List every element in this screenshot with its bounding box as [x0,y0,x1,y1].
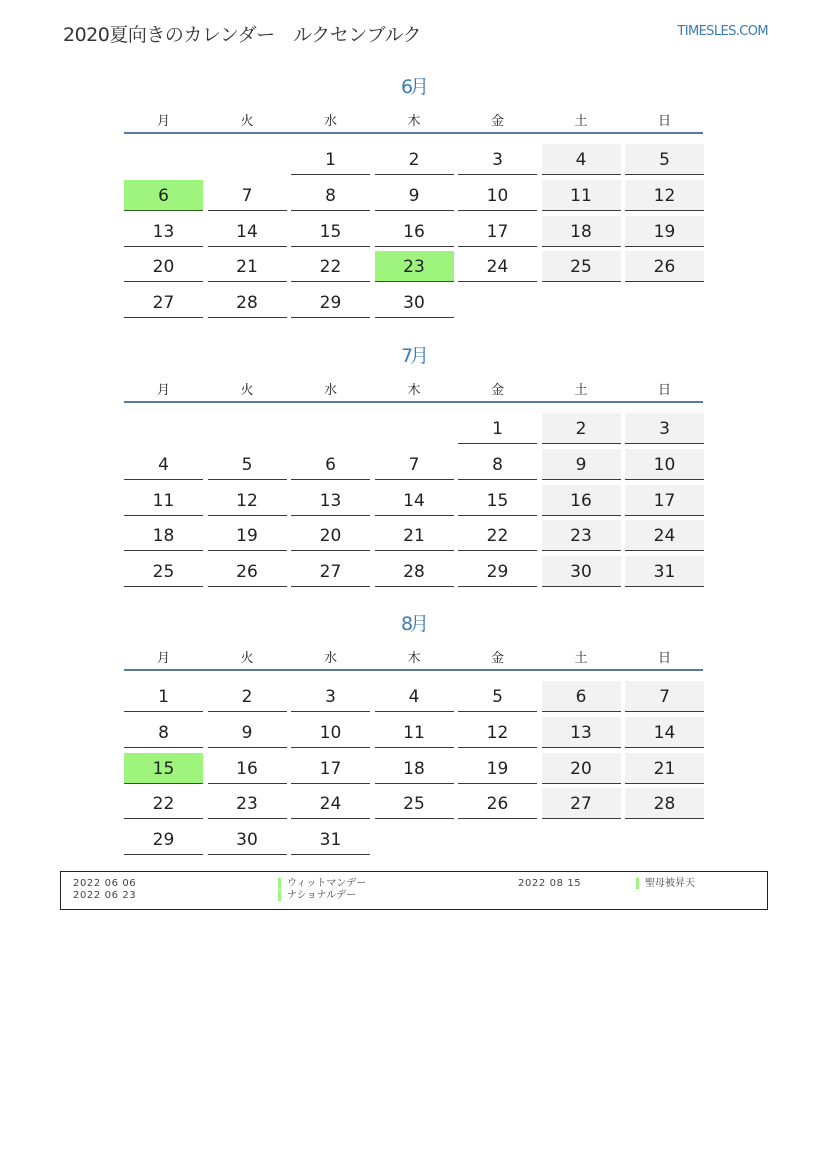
day-cell[interactable]: 17 [458,216,537,247]
weekday-label: 木 [407,383,421,398]
legend-date: 2022 08 15 [518,878,582,889]
day-cell[interactable]: 17 [625,485,704,516]
day-cell[interactable]: 14 [375,485,454,516]
day-cell[interactable]: 14 [208,216,287,247]
day-cell[interactable]: 5 [625,144,704,175]
day-cell[interactable]: 2 [542,413,621,444]
weekday-label: 土 [574,651,588,666]
weekday-label: 日 [657,114,671,129]
day-cell[interactable]: 23 [208,788,287,819]
day-cell[interactable]: 26 [458,788,537,819]
legend-date: 2022 06 06 [73,878,137,889]
weekday-label: 木 [407,651,421,666]
day-cell[interactable]: 4 [375,681,454,712]
weekday-header [124,379,703,398]
weekday-label: 水 [323,651,337,666]
day-cell[interactable]: 10 [625,449,704,480]
day-cell[interactable]: 9 [208,717,287,748]
day-cell[interactable]: 29 [291,287,370,318]
day-cell[interactable]: 31 [291,824,370,855]
day-cell[interactable]: 12 [208,485,287,516]
header-rule [124,401,703,403]
month-block [124,609,703,859]
day-cell[interactable]: 13 [291,485,370,516]
legend-holiday-name: 聖母被昇天 [636,878,695,889]
day-cell[interactable]: 22 [291,251,370,282]
day-cell[interactable]: 30 [208,824,287,855]
day-cell[interactable]: 29 [124,824,203,855]
day-cell[interactable]: 16 [375,216,454,247]
day-cell[interactable]: 5 [458,681,537,712]
day-cell[interactable]: 24 [291,788,370,819]
weekday-label: 火 [240,383,254,398]
day-cell[interactable]: 21 [625,753,704,784]
weekday-label: 火 [240,651,254,666]
day-cell[interactable]: 3 [458,144,537,175]
month-title: 8月 [400,613,427,635]
day-cell[interactable]: 26 [625,251,704,282]
day-cell[interactable]: 9 [375,180,454,211]
day-cell[interactable]: 30 [542,556,621,587]
day-cell[interactable]: 24 [625,520,704,551]
day-cell[interactable]: 30 [375,287,454,318]
day-cell[interactable]: 6 [291,449,370,480]
day-cell[interactable]: 9 [542,449,621,480]
day-cell[interactable]: 4 [542,144,621,175]
brand-link[interactable]: TIMESLES.COM [677,24,768,39]
day-cell[interactable]: 10 [458,180,537,211]
weekday-label: 水 [323,114,337,129]
month-title: 6月 [400,76,427,98]
day-cell[interactable]: 19 [458,753,537,784]
day-cell[interactable]: 20 [542,753,621,784]
header-rule [124,669,703,671]
weekday-label: 土 [574,383,588,398]
day-cell[interactable]: 7 [625,681,704,712]
day-cell[interactable]: 21 [208,251,287,282]
holiday-legend [60,871,768,910]
day-cell[interactable]: 3 [291,681,370,712]
day-cell[interactable]: 11 [124,485,203,516]
month-title: 7月 [400,345,427,367]
day-cell[interactable]: 28 [625,788,704,819]
month-block [124,72,703,322]
day-cell[interactable]: 10 [291,717,370,748]
day-cell[interactable]: 7 [375,449,454,480]
holiday-day-cell[interactable]: 15 [124,753,203,784]
day-cell[interactable]: 11 [542,180,621,211]
day-cell[interactable]: 4 [124,449,203,480]
legend-holiday-name: ウィットマンデー [278,878,366,889]
day-cell[interactable]: 26 [208,556,287,587]
weekday-label: 金 [490,114,504,129]
weekday-label: 金 [490,383,504,398]
day-cell[interactable]: 7 [208,180,287,211]
weekday-label: 木 [407,114,421,129]
day-cell[interactable]: 27 [542,788,621,819]
weekday-label: 月 [156,651,170,666]
day-cell[interactable]: 6 [542,681,621,712]
weekday-label: 日 [657,383,671,398]
day-cell[interactable]: 8 [458,449,537,480]
weekday-label: 金 [490,651,504,666]
legend-date: 2022 06 23 [73,890,137,901]
day-cell[interactable]: 28 [208,287,287,318]
day-cell[interactable]: 1 [291,144,370,175]
day-cell[interactable]: 14 [625,717,704,748]
day-cell[interactable]: 29 [458,556,537,587]
day-cell[interactable]: 20 [291,520,370,551]
day-cell[interactable]: 8 [124,717,203,748]
day-cell[interactable]: 23 [542,520,621,551]
page-title: 2020夏向きのカレンダー ルクセンブルク [63,24,422,46]
day-cell[interactable]: 22 [124,788,203,819]
weekday-header [124,110,703,129]
day-cell[interactable]: 16 [542,485,621,516]
day-cell[interactable]: 18 [375,753,454,784]
day-cell[interactable]: 21 [375,520,454,551]
day-cell[interactable]: 22 [458,520,537,551]
weekday-label: 月 [156,383,170,398]
day-cell[interactable]: 31 [625,556,704,587]
day-cell[interactable]: 15 [291,216,370,247]
day-cell[interactable]: 24 [458,251,537,282]
day-cell[interactable]: 1 [458,413,537,444]
day-cell[interactable]: 18 [542,216,621,247]
day-cell[interactable]: 1 [124,681,203,712]
weekday-label: 水 [323,383,337,398]
legend-holiday-name: ナショナルデー [278,890,356,901]
day-cell[interactable]: 20 [124,251,203,282]
holiday-day-cell[interactable]: 23 [375,251,454,282]
weekday-label: 火 [240,114,254,129]
day-cell[interactable]: 16 [208,753,287,784]
day-cell[interactable]: 27 [124,287,203,318]
day-cell[interactable]: 13 [124,216,203,247]
day-cell[interactable]: 17 [291,753,370,784]
day-cell[interactable]: 28 [375,556,454,587]
day-cell[interactable]: 13 [542,717,621,748]
day-cell[interactable]: 12 [458,717,537,748]
day-cell[interactable]: 11 [375,717,454,748]
day-cell[interactable]: 3 [625,413,704,444]
day-cell[interactable]: 27 [291,556,370,587]
day-cell[interactable]: 8 [291,180,370,211]
weekday-label: 日 [657,651,671,666]
weekday-label: 土 [574,114,588,129]
header-rule [124,132,703,134]
day-cell[interactable]: 25 [124,556,203,587]
day-cell[interactable]: 25 [542,251,621,282]
holiday-day-cell[interactable]: 6 [124,180,203,211]
day-cell[interactable]: 12 [625,180,704,211]
weekday-label: 月 [156,114,170,129]
month-block [124,341,703,591]
day-cell[interactable]: 2 [208,681,287,712]
day-cell[interactable]: 5 [208,449,287,480]
day-cell[interactable]: 19 [625,216,704,247]
weekday-header [124,647,703,666]
day-cell[interactable]: 15 [458,485,537,516]
day-cell[interactable]: 18 [124,520,203,551]
day-cell[interactable]: 19 [208,520,287,551]
day-cell[interactable]: 2 [375,144,454,175]
day-cell[interactable]: 25 [375,788,454,819]
